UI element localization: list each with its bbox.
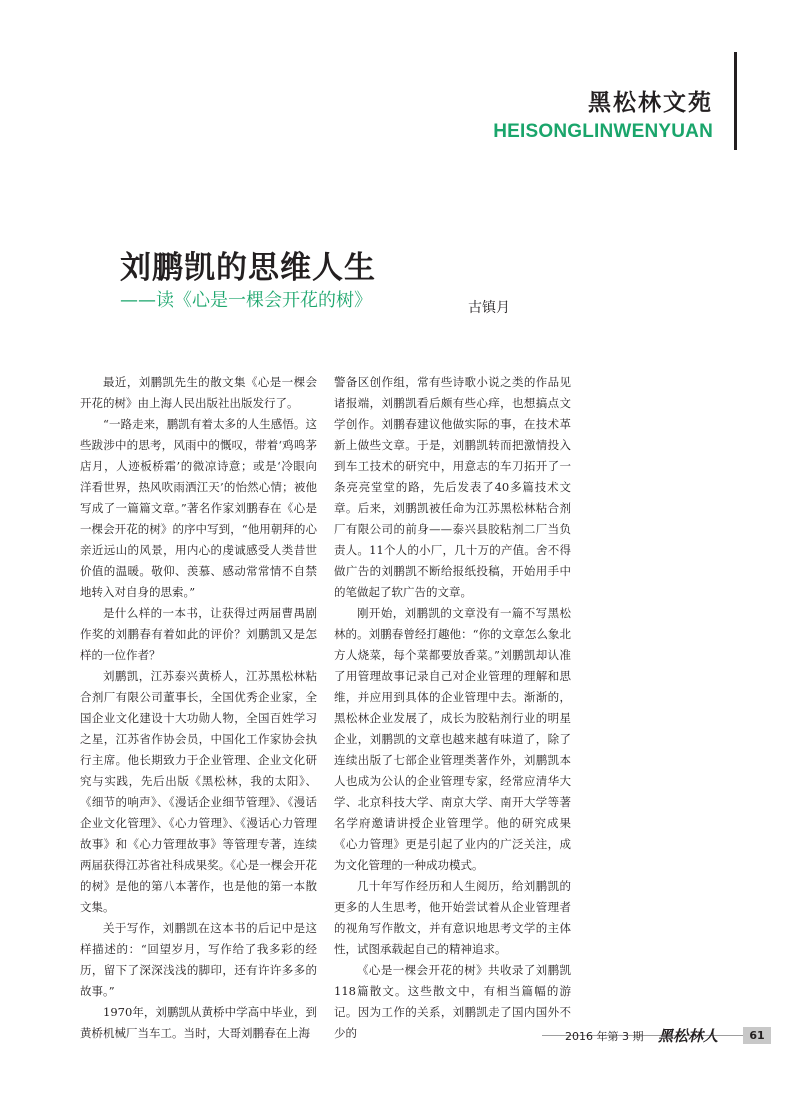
section-title-chinese: 黑松林文苑 xyxy=(588,90,713,116)
body-column-right xyxy=(334,372,571,1044)
paragraph: 关于写作，刘鹏凯在这本书的后记中是这样描述的：“回望岁月，写作给了我多彩的经历，留下了深深浅浅的脚印，还有许许多多的故事。” xyxy=(80,921,317,998)
paragraph: 是什么样的一本书，让获得过两届曹禺剧作奖的刘鹏春有着如此的评价？刘鹏凯又是怎样的一位作者？ xyxy=(80,606,317,662)
paragraph: 《心是一棵会开花的树》共收录了刘鹏凯118篇散文。这些散文中，有相当篇幅的游记。因为工作的关系，刘鹏凯走了国内国外不少的 xyxy=(334,963,571,1040)
article-subtitle: ——读《心是一棵会开花的树》 xyxy=(120,290,372,311)
paragraph: 刘鹏凯，江苏泰兴黄桥人，江苏黑松林粘合剂厂有限公司董事长，全国优秀企业家，全国企业文化建设十大功勋人物，全国百姓学习之星，江苏省作协会员，中国化工作家协会执行主席。他长期致力于企业管理、企业文化研究与实践，先后出版《黑松林，我的太阳》、《细节的响声》、《漫话企业细节管理》、《漫话企业文化管理》、《心力管理》、《漫话心力管理故事》和《心力管理故事》等管理专著，连续两届获得江苏省社科成果奖。《心是一棵会开花的树》是他的第八本著作，也是他的第一本散文集。 xyxy=(80,669,317,914)
page-number: 61 xyxy=(743,1027,771,1044)
section-title-pinyin: HEISONGLINWENYUAN xyxy=(493,121,713,142)
article-title: 刘鹏凯的思维人生 xyxy=(120,250,376,286)
paragraph: 几十年写作经历和人生阅历，给刘鹏凯的更多的人生思考，他开始尝试着从企业管理者的视角写作散文，并有意识地思考文学的主体性，试图承载起自己的精神追求。 xyxy=(334,879,571,956)
paragraph: 1970年，刘鹏凯从黄桥中学高中毕业，到黄桥机械厂当车工。当时，大哥刘鹏春在上海 xyxy=(80,1005,317,1040)
issue-label: 2016 年第 3 期 xyxy=(565,1030,644,1043)
paragraph: 最近，刘鹏凯先生的散文集《心是一棵会开花的树》由上海人民出版社出版发行了。 xyxy=(80,375,317,410)
header-vertical-rule xyxy=(734,52,737,150)
article-author: 古镇月 xyxy=(468,300,510,316)
body-column-left xyxy=(80,372,317,1044)
paragraph: 刚开始，刘鹏凯的文章没有一篇不写黑松林的。刘鹏春曾经打趣他：“你的文章怎么象北方人烧菜，每个菜都要放香菜。”刘鹏凯却认准了用管理故事记录自己对企业管理的理解和思维，并应用到具体的企业管理中去。渐渐的，黑松林企业发展了，成长为胶粘剂行业的明星企业，刘鹏凯的文章也越来越有味道了，除了连续出版了七部企业管理类著作外，刘鹏凯本人也成为公认的企业管理专家，经常应清华大学、北京科技大学、南京大学、南开大学等著名学府邀请讲授企业管理学。他的研究成果《心力管理》更是引起了业内的广泛关注，成为文化管理的一种成功模式。 xyxy=(334,606,571,872)
paragraph-continued: 警备区创作组，常有些诗歌小说之类的作品见诸报端，刘鹏凯看后颇有些心痒，也想搞点文学创作。刘鹏春建议他做实际的事，在技术革新上做些文章。于是，刘鹏凯转而把激情投入到车工技术的研究中，用意志的车刀拓开了一条亮亮堂堂的路，先后发表了40多篇技术文章。后来，刘鹏凯被任命为江苏黑松林粘合剂厂有限公司的前身——泰兴县胶粘剂二厂当负责人。11个人的小厂，几十万的产值。舍不得做广告的刘鹏凯不断给报纸投稿，开始用手中的笔做起了软广告的文章。 xyxy=(334,375,571,599)
magazine-logo: 黑松林人 xyxy=(658,1027,719,1045)
paragraph: “一路走来，鹏凯有着太多的人生感悟。这些跋涉中的思考，风雨中的慨叹，带着‘鸡鸣茅店月，人迹板桥霜’的微凉诗意；或是‘冷眼向洋看世界，热风吹雨洒江天’的怡然心情；被他写成了一篇篇文章。”著名作家刘鹏春在《心是一棵会开花的树》的序中写到，“他用朝拜的心亲近远山的风景，用内心的虔诚感受人类昔世价值的温暖。敬仰、羡慕、感动常常情不自禁地转入对自身的思索。” xyxy=(80,417,317,599)
